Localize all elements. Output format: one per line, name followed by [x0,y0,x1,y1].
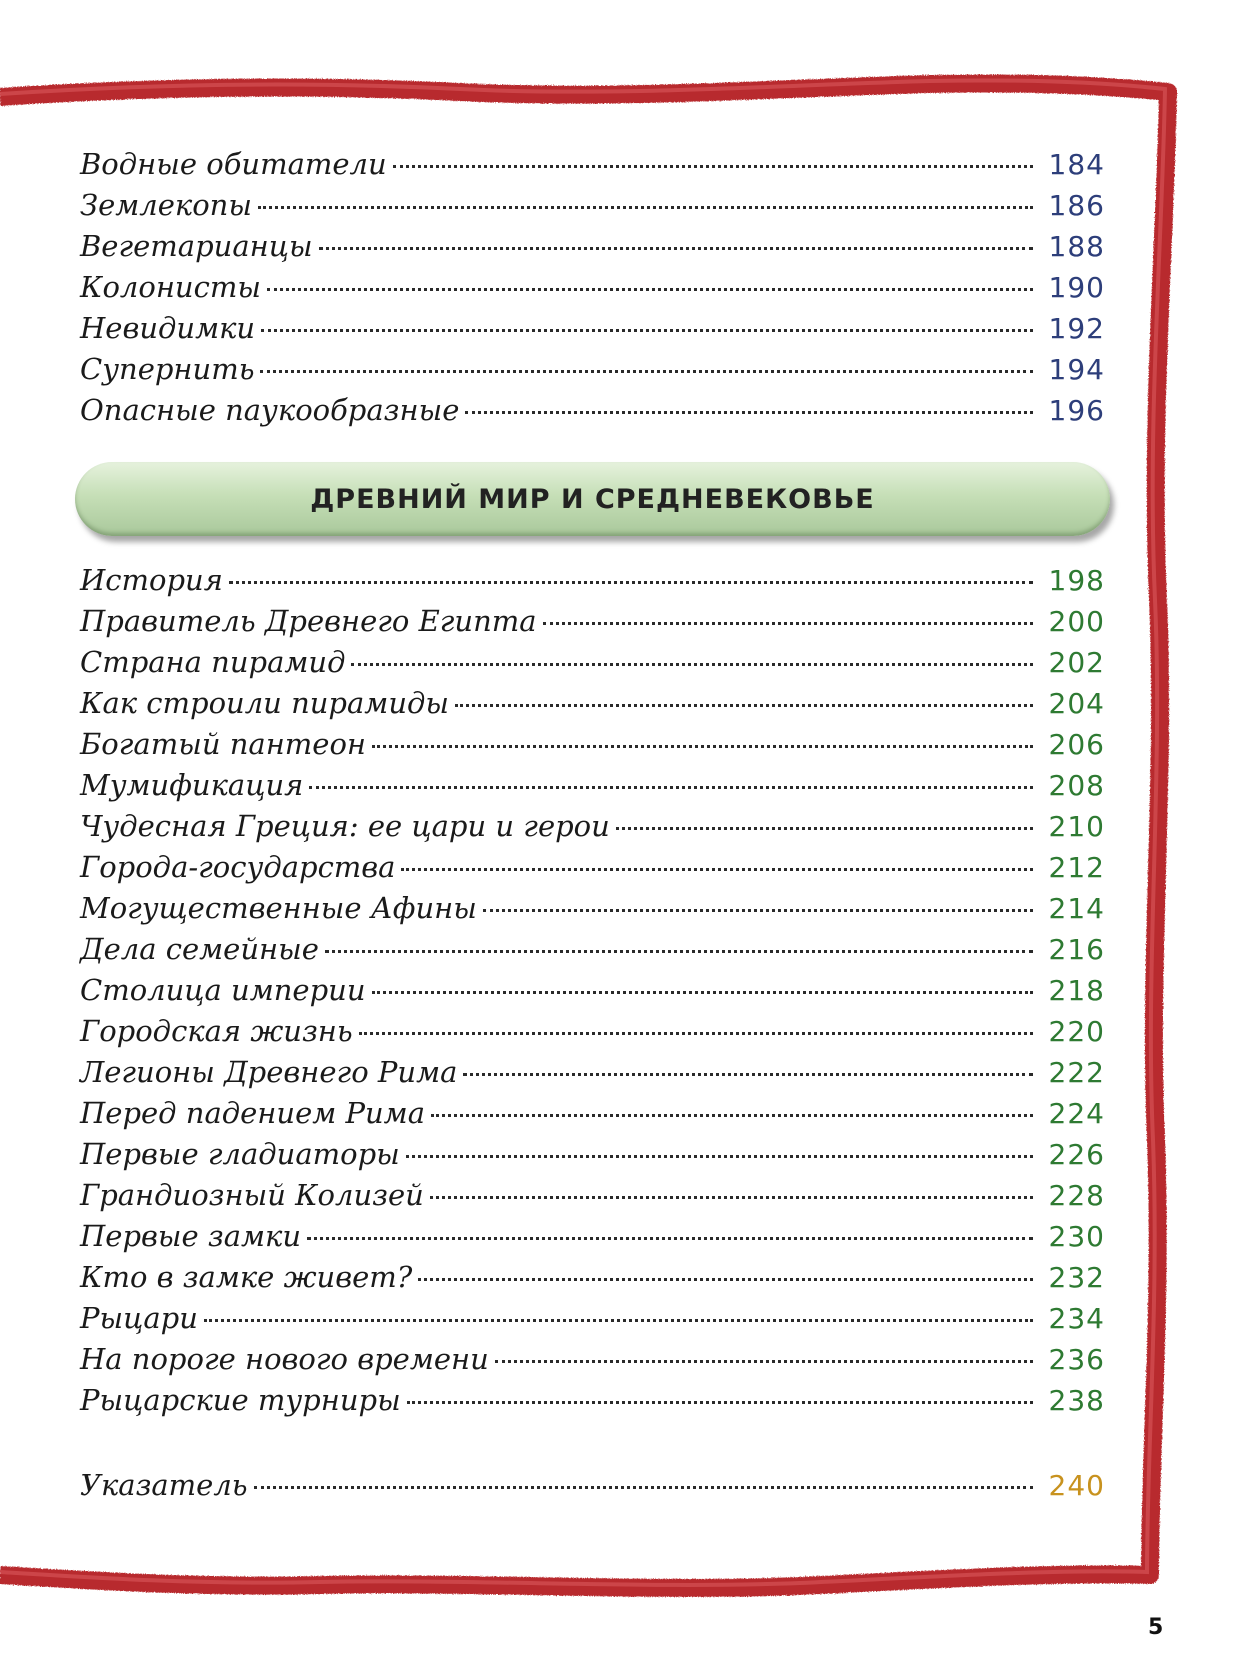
toc-entry[interactable] [80,642,1105,683]
toc-entry-page: 202 [1048,646,1105,679]
toc-entry[interactable] [80,847,1105,888]
toc-entry-title: Столица империи [80,973,366,1007]
toc-entry-title: Чудесная Греция: ее цари и герои [80,809,610,843]
dot-leader [267,288,1033,291]
toc-entry-page: 206 [1048,728,1105,761]
dot-leader [260,370,1033,373]
toc-section-ancient-world [80,560,1105,1421]
toc-entry[interactable] [80,1257,1105,1298]
toc-entry[interactable] [80,1216,1105,1257]
section-heading-banner [75,462,1110,536]
dot-leader [465,411,1033,414]
toc-entry-page: 196 [1048,394,1105,427]
toc-entry-title: Страна пирамид [80,645,346,679]
toc-entry[interactable] [80,1175,1105,1216]
toc-entry-page: 204 [1048,687,1105,720]
toc-entry[interactable] [80,888,1105,929]
dot-leader [307,1237,1033,1240]
toc-entry-page: 192 [1048,312,1105,345]
toc-entry-page: 190 [1048,271,1105,304]
toc-entry[interactable] [80,226,1105,267]
toc-entry[interactable] [80,724,1105,765]
toc-entry-page: 216 [1048,933,1105,966]
toc-entry-title: Вегетарианцы [80,229,313,263]
toc-section-index [80,1465,1105,1506]
dot-leader [543,622,1033,625]
toc-entry-title: Перед падением Рима [80,1096,426,1130]
dot-leader [254,1486,1033,1489]
dot-leader [319,247,1033,250]
toc-entry-title: Первые замки [80,1219,302,1253]
toc-entry-page: 218 [1048,974,1105,1007]
toc-entry-title: Как строили пирамиды [80,686,449,720]
toc-entry-page: 184 [1048,148,1105,181]
toc-entry-title: История [80,563,223,597]
toc-entry[interactable] [80,267,1105,308]
dot-leader [229,581,1033,584]
toc-entry[interactable] [80,1380,1105,1421]
dot-leader [359,1032,1033,1035]
toc-entry[interactable] [80,601,1105,642]
toc-entry-title: На пороге нового времени [80,1342,489,1376]
toc-entry-title: Невидимки [80,311,256,345]
section-heading: ДРЕВНИЙ МИР И СРЕДНЕВЕКОВЬЕ [310,483,875,515]
toc-entry-title: Дела семейные [80,932,319,966]
toc-entry-title: Города-государства [80,850,396,884]
toc-entry-page: 230 [1048,1220,1105,1253]
toc-entry[interactable] [80,1093,1105,1134]
toc-entry-title: Кто в замке живет? [80,1260,413,1294]
toc-entry-title: Городская жизнь [80,1014,353,1048]
toc-entry-title: Правитель Древнего Египта [80,604,537,638]
page-number: 5 [1148,1615,1164,1640]
toc-entry-title: Богатый пантеон [80,727,367,761]
toc-entry-page: 224 [1048,1097,1105,1130]
toc-entry-page: 236 [1048,1343,1105,1376]
dot-leader [258,206,1033,209]
dot-leader [430,1196,1033,1199]
dot-leader [455,704,1033,707]
dot-leader [616,827,1033,830]
dot-leader [483,909,1033,912]
dot-leader [309,786,1033,789]
toc-entry-title: Первые гладиаторы [80,1137,400,1171]
toc-entry[interactable] [80,308,1105,349]
dot-leader [393,165,1033,168]
toc-entry[interactable] [80,1298,1105,1339]
toc-entry-page: 200 [1048,605,1105,638]
toc-entry-page: 228 [1048,1179,1105,1212]
dot-leader [418,1278,1033,1281]
toc-entry[interactable] [80,349,1105,390]
dot-leader [495,1360,1033,1363]
toc-entry[interactable] [80,144,1105,185]
toc-entry[interactable] [80,683,1105,724]
toc-entry-index[interactable] [80,1465,1105,1506]
toc-entry-page: 238 [1048,1384,1105,1417]
dot-leader [463,1073,1033,1076]
dot-leader [372,745,1033,748]
toc-entry[interactable] [80,806,1105,847]
toc-entry-page: 232 [1048,1261,1105,1294]
toc-entry[interactable] [80,560,1105,601]
toc-entry-title: Водные обитатели [80,147,387,181]
dot-leader [372,991,1033,994]
toc-entry[interactable] [80,390,1105,431]
toc-section-animals [80,144,1105,431]
toc-entry-title: Колонисты [80,270,261,304]
toc-entry-page: 226 [1048,1138,1105,1171]
toc-entry[interactable] [80,1134,1105,1175]
toc-entry-title: Супернить [80,352,255,386]
dot-leader [401,868,1033,871]
toc-entry-page: 188 [1048,230,1105,263]
dot-leader [325,950,1033,953]
toc-entry-page: 222 [1048,1056,1105,1089]
toc-entry[interactable] [80,765,1105,806]
toc-entry-page: 186 [1048,189,1105,222]
dot-leader [407,1401,1033,1404]
toc-entry[interactable] [80,1339,1105,1380]
toc-entry-title: Землекопы [80,188,252,222]
toc-entry-page: 214 [1048,892,1105,925]
toc-entry-page: 234 [1048,1302,1105,1335]
toc-entry-title: Рыцари [80,1301,198,1335]
toc-entry[interactable] [80,1052,1105,1093]
toc-entry[interactable] [80,970,1105,1011]
toc-entry-title: Грандиозный Колизей [80,1178,424,1212]
toc-entry-page: 198 [1048,564,1105,597]
toc-entry-title: Мумификация [80,768,304,802]
dot-leader [406,1155,1033,1158]
toc-entry-page: 212 [1048,851,1105,884]
toc-entry-page: 210 [1048,810,1105,843]
toc-entry-title: Легионы Древнего Рима [80,1055,458,1089]
toc-entry-page: 208 [1048,769,1105,802]
toc-entry-title: Указатель [80,1468,248,1502]
dot-leader [261,329,1033,332]
toc-entry-title: Опасные паукообразные [80,393,460,427]
toc-entry-page: 240 [1048,1469,1105,1502]
dot-leader [431,1114,1033,1117]
toc-entry-title: Рыцарские турниры [80,1383,401,1417]
toc-entry[interactable] [80,185,1105,226]
dot-leader [351,663,1033,666]
toc-entry[interactable] [80,1011,1105,1052]
toc-entry-title: Могущественные Афины [80,891,477,925]
toc-entry[interactable] [80,929,1105,970]
toc-entry-page: 220 [1048,1015,1105,1048]
toc-entry-page: 194 [1048,353,1105,386]
dot-leader [204,1319,1033,1322]
